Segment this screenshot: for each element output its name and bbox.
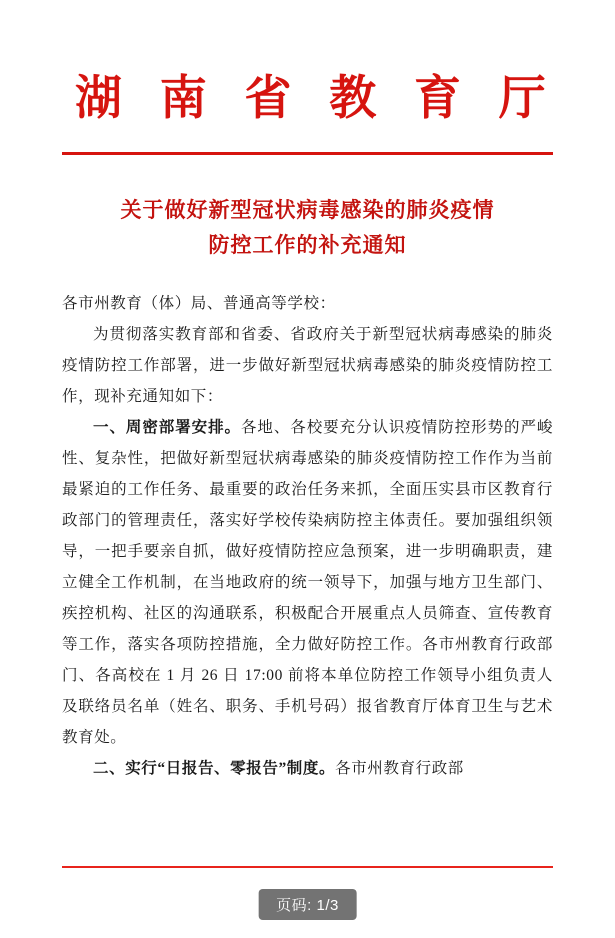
letterhead: [62, 72, 559, 155]
letterhead-divider: [62, 152, 553, 155]
body-paragraph-3-text: 各市州教育行政部: [335, 760, 464, 778]
page-indicator: 页码: 1/3: [258, 889, 357, 920]
body-paragraph-2-lead: 一、周密部署安排。: [93, 419, 241, 437]
salutation: 各市州教育（体）局、普通高等学校：: [62, 295, 336, 313]
document-body: [62, 288, 553, 784]
body-paragraph-1: 为贯彻落实教育部和省委、省政府关于新型冠状病毒感染的肺炎疫情防控工作部署，进一步做好新型冠状病毒感染的肺炎疫情防控工作，现补充通知如下：: [62, 326, 553, 406]
body-paragraph-3-lead: 二、实行“日报告、零报告”制度。: [93, 760, 336, 778]
document-title-line-1: 关于做好新型冠状病毒感染的肺炎疫情: [120, 198, 495, 223]
letterhead-title: 湖 南 省 教 育 厅: [75, 73, 559, 125]
body-paragraph-2: [62, 412, 553, 753]
document-title-line-2: 防控工作的补充通知: [208, 232, 407, 257]
document-title: [62, 193, 553, 262]
document-page: [0, 72, 615, 938]
body-paragraph-3: [62, 753, 553, 784]
body-paragraph-2-text: 各地、各校要充分认识疫情防控形势的严峻性、复杂性，把做好新型冠状病毒感染的肺炎疫情防控工作作为当前最紧迫的工作任务、最重要的政治任务来抓，全面压实县市区教育行政部门的管理责任，落实好学校传染病防控主体责任。要加强组织领导，一把手要亲自抓，做好疫情防控应急预案，进一步明确职责，建立健全工作机制，在当地政府的统一领导下，加强与地方卫生部门、疾控机构、社区的沟通联系，积极配合开展重点人员筛查、宣传教育等工作，落实各项防控措施，全力做好防控工作。各市州教育行政部门、各高校在 1 月 26 日 17:00 前将本单位防控工作领导小组负责人及联络员名单（姓名、职务、手机号码）报省教育厅体育卫生与艺术教育处。: [62, 419, 553, 747]
